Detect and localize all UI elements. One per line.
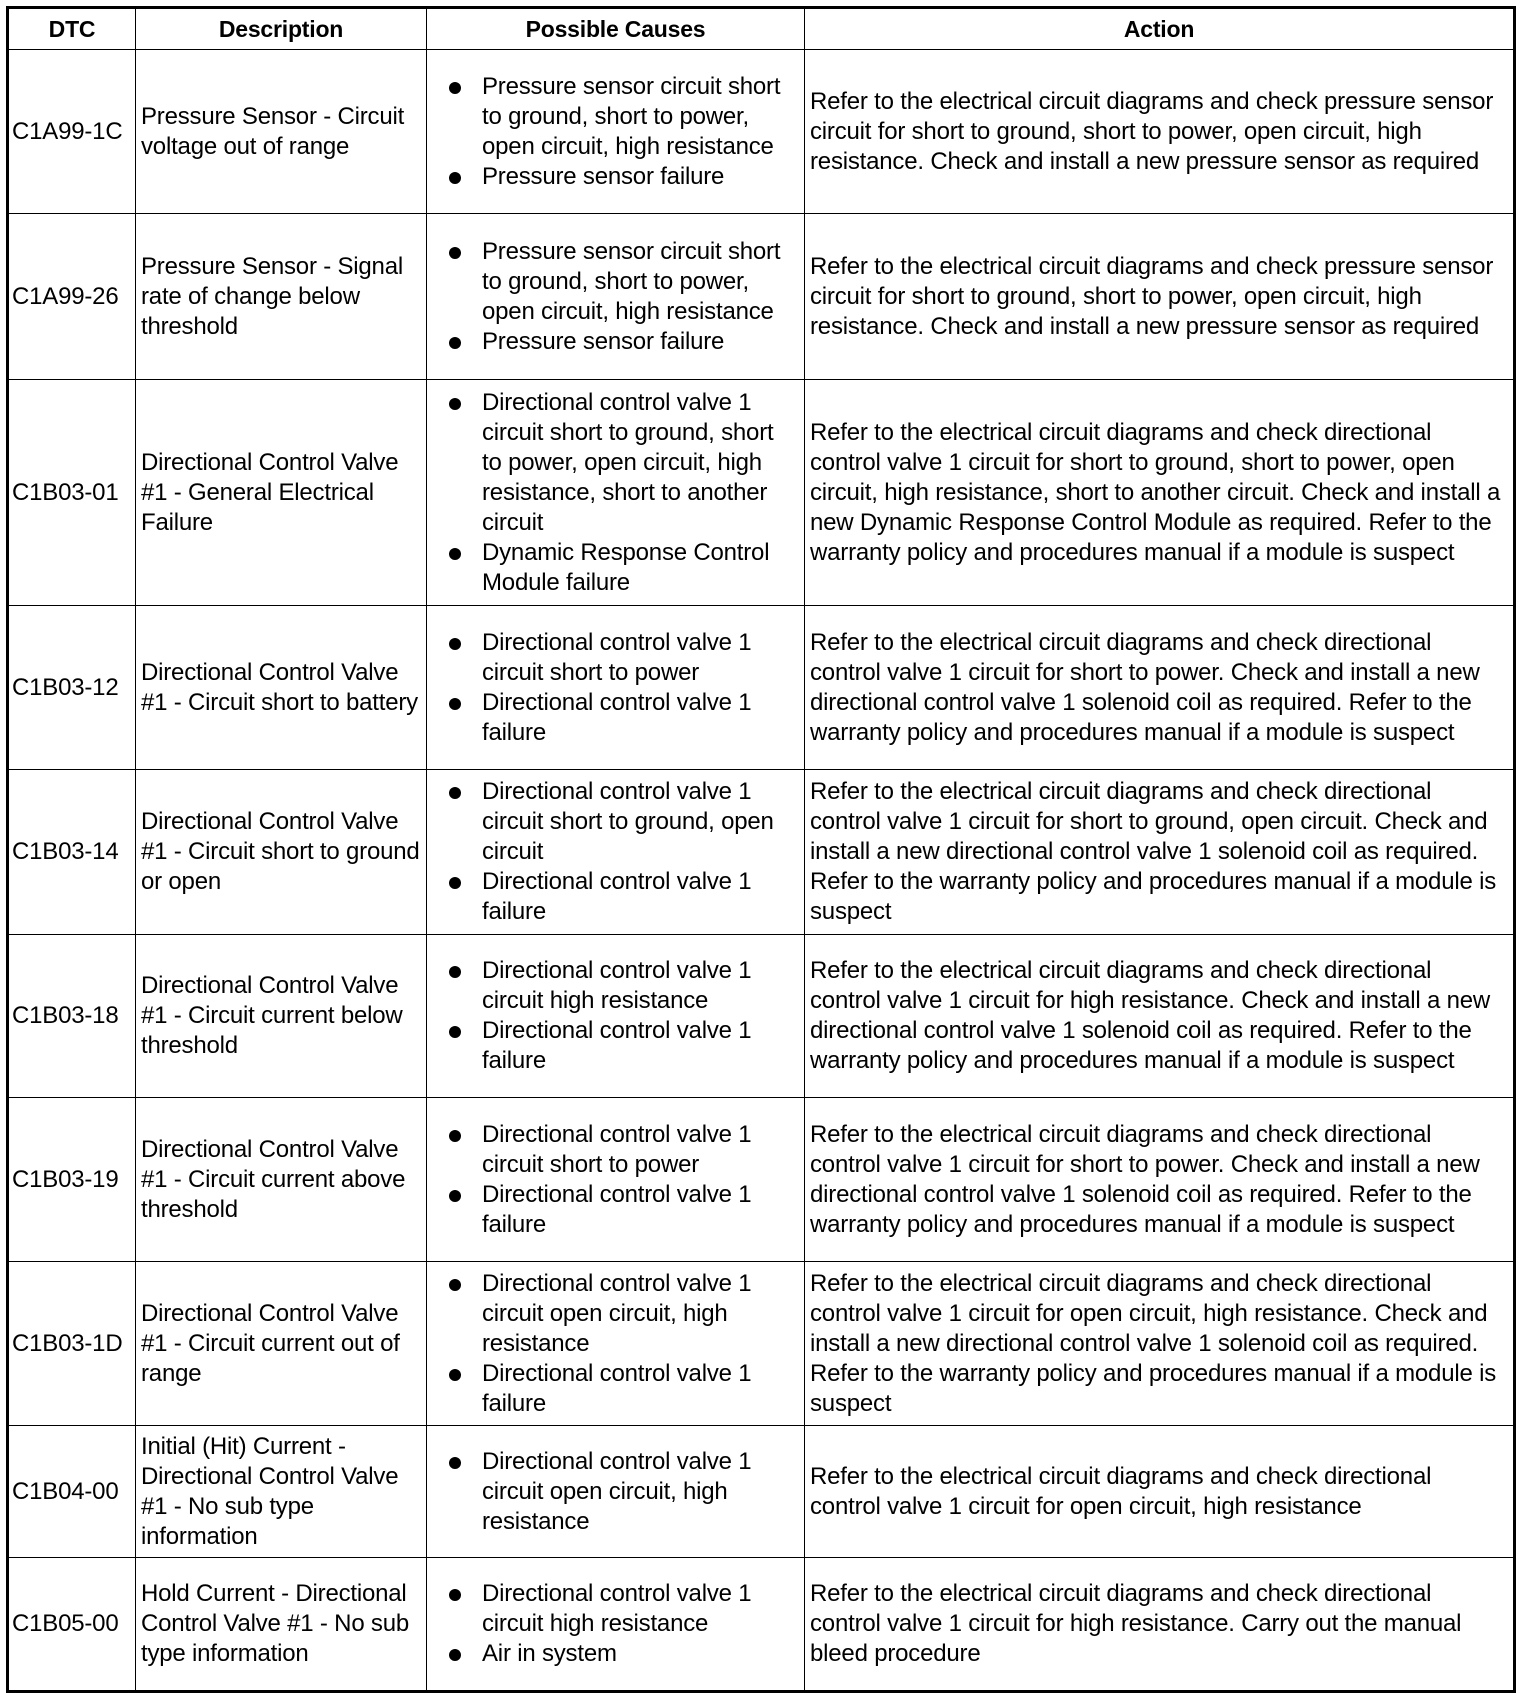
causes-cell [427, 1558, 805, 1692]
dtc-code: C1B04-00 [8, 1426, 136, 1558]
dtc-code: C1B03-12 [8, 606, 136, 770]
description-cell: Directional Control Valve #1 - General Electrical Failure [136, 380, 427, 606]
dtc-code: C1B03-1D [8, 1262, 136, 1426]
dtc-code: C1B03-18 [8, 935, 136, 1098]
cause-item: Dynamic Response Control Module failure [482, 538, 799, 598]
cause-item: Air in system [482, 1639, 799, 1669]
action-cell: Refer to the electrical circuit diagrams and check directional control valve 1 circuit for short to ground, open circuit. Check and install a new directional control valve 1 solenoid coil as required. Refer to the warranty policy and procedures manual if a module is suspect [805, 770, 1515, 935]
causes-list [432, 237, 799, 357]
table-row [8, 1426, 1515, 1558]
description-cell: Directional Control Valve #1 - Circuit current above threshold [136, 1098, 427, 1262]
causes-list [432, 1120, 799, 1240]
causes-list [432, 1579, 799, 1669]
cause-item: Pressure sensor circuit short to ground, short to power, open circuit, high resistance [482, 72, 799, 162]
cause-item: Directional control valve 1 circuit open circuit, high resistance [482, 1447, 799, 1537]
causes-cell [427, 214, 805, 380]
description-cell: Directional Control Valve #1 - Circuit short to ground or open [136, 770, 427, 935]
dtc-code: C1B03-01 [8, 380, 136, 606]
table-row [8, 1558, 1515, 1692]
action-cell: Refer to the electrical circuit diagrams and check directional control valve 1 circuit for short to ground, short to power, open circuit, high resistance, short to another circuit. Check and install a new Dynamic Response Control Module as required. Refer to the warranty policy and procedures manual if a module is suspect [805, 380, 1515, 606]
dtc-code: C1B03-19 [8, 1098, 136, 1262]
cause-item: Directional control valve 1 circuit short to ground, open circuit [482, 777, 799, 867]
cause-item: Pressure sensor failure [482, 327, 799, 357]
table-row [8, 606, 1515, 770]
cause-item: Directional control valve 1 circuit open circuit, high resistance [482, 1269, 799, 1359]
causes-list [432, 956, 799, 1076]
causes-cell [427, 1426, 805, 1558]
header-causes: Possible Causes [427, 8, 805, 50]
action-cell: Refer to the electrical circuit diagrams and check directional control valve 1 circuit for open circuit, high resistance [805, 1426, 1515, 1558]
causes-cell [427, 50, 805, 214]
table-row [8, 770, 1515, 935]
action-cell: Refer to the electrical circuit diagrams and check directional control valve 1 circuit for open circuit, high resistance. Check and install a new directional control valve 1 solenoid coil as required. Refer to the warranty policy and procedures manual if a module is suspect [805, 1262, 1515, 1426]
header-action: Action [805, 8, 1515, 50]
action-cell: Refer to the electrical circuit diagrams and check pressure sensor circuit for short to ground, short to power, open circuit, high resistance. Check and install a new pressure sensor as required [805, 50, 1515, 214]
description-cell: Pressure Sensor - Signal rate of change below threshold [136, 214, 427, 380]
causes-cell [427, 770, 805, 935]
causes-list [432, 1269, 799, 1419]
dtc-code: C1A99-1C [8, 50, 136, 214]
cause-item: Directional control valve 1 circuit high resistance [482, 956, 799, 1016]
causes-cell [427, 606, 805, 770]
causes-cell [427, 380, 805, 606]
causes-cell [427, 1262, 805, 1426]
cause-item: Directional control valve 1 failure [482, 688, 799, 748]
description-cell: Directional Control Valve #1 - Circuit current out of range [136, 1262, 427, 1426]
action-cell: Refer to the electrical circuit diagrams and check directional control valve 1 circuit for high resistance. Carry out the manual bleed procedure [805, 1558, 1515, 1692]
table-row [8, 1262, 1515, 1426]
header-dtc: DTC [8, 8, 136, 50]
action-cell: Refer to the electrical circuit diagrams and check directional control valve 1 circuit for short to power. Check and install a new directional control valve 1 solenoid coil as required. Refer to the warranty policy and procedures manual if a module is suspect [805, 1098, 1515, 1262]
causes-cell [427, 935, 805, 1098]
dtc-code: C1B05-00 [8, 1558, 136, 1692]
causes-list [432, 388, 799, 598]
cause-item: Directional control valve 1 failure [482, 1180, 799, 1240]
description-cell: Pressure Sensor - Circuit voltage out of range [136, 50, 427, 214]
header-row [8, 8, 1515, 50]
header-description: Description [136, 8, 427, 50]
action-cell: Refer to the electrical circuit diagrams and check pressure sensor circuit for short to ground, short to power, open circuit, high resistance. Check and install a new pressure sensor as required [805, 214, 1515, 380]
causes-list [432, 777, 799, 927]
table-row [8, 1098, 1515, 1262]
cause-item: Pressure sensor failure [482, 162, 799, 192]
description-cell: Directional Control Valve #1 - Circuit current below threshold [136, 935, 427, 1098]
action-cell: Refer to the electrical circuit diagrams and check directional control valve 1 circuit for high resistance. Check and install a new directional control valve 1 solenoid coil as required. Refer to the warranty policy and procedures manual if a module is suspect [805, 935, 1515, 1098]
cause-item: Directional control valve 1 circuit short to power [482, 628, 799, 688]
causes-list [432, 72, 799, 192]
cause-item: Directional control valve 1 failure [482, 867, 799, 927]
dtc-code: C1A99-26 [8, 214, 136, 380]
cause-item: Pressure sensor circuit short to ground, short to power, open circuit, high resistance [482, 237, 799, 327]
dtc-table [6, 6, 1516, 1693]
cause-item: Directional control valve 1 circuit high resistance [482, 1579, 799, 1639]
dtc-code: C1B03-14 [8, 770, 136, 935]
table-row [8, 50, 1515, 214]
cause-item: Directional control valve 1 circuit short to power [482, 1120, 799, 1180]
action-cell: Refer to the electrical circuit diagrams and check directional control valve 1 circuit for short to power. Check and install a new directional control valve 1 solenoid coil as required. Refer to the warranty policy and procedures manual if a module is suspect [805, 606, 1515, 770]
table-row [8, 935, 1515, 1098]
cause-item: Directional control valve 1 failure [482, 1359, 799, 1419]
description-cell: Hold Current - Directional Control Valve #1 - No sub type information [136, 1558, 427, 1692]
causes-list [432, 1447, 799, 1537]
table-row [8, 214, 1515, 380]
cause-item: Directional control valve 1 failure [482, 1016, 799, 1076]
cause-item: Directional control valve 1 circuit short to ground, short to power, open circuit, high resistance, short to another circuit [482, 388, 799, 538]
description-cell: Initial (Hit) Current - Directional Control Valve #1 - No sub type information [136, 1426, 427, 1558]
description-cell: Directional Control Valve #1 - Circuit short to battery [136, 606, 427, 770]
table-row [8, 380, 1515, 606]
causes-list [432, 628, 799, 748]
causes-cell [427, 1098, 805, 1262]
